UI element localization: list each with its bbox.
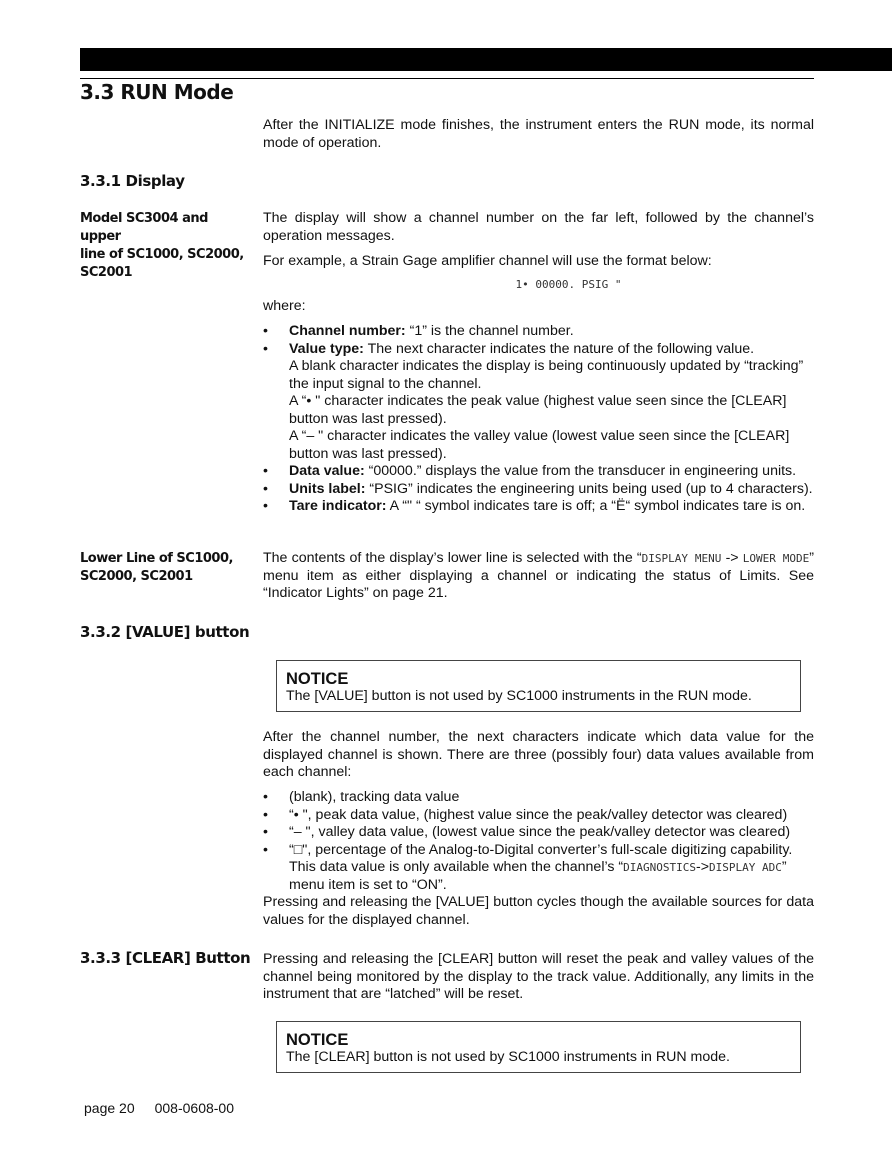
lower-line-paragraph: The contents of the display’s lower line is selected with the “DISPLAY MENU -> LOWER MODE” menu item as either displaying a channel or indicating the status of Limits. See “Indicator Lights” on page 21. <box>263 550 814 601</box>
display-paragraph: The display will show a channel number on the far left, followed by the channel’s operation messages. For example, a Strain Gage amplifier channel will use the format below: <box>263 210 814 269</box>
side-label-upper-line: Model SC3004 and upper line of SC1000, SC2000, SC2001 <box>80 211 244 280</box>
clear-notice-box <box>276 1021 801 1073</box>
list-item: • (blank), tracking data value <box>263 789 814 807</box>
value-button-heading: 3.3.2 [VALUE] button <box>80 623 250 641</box>
clear-button-heading: 3.3.3 [CLEAR] Button <box>80 949 251 967</box>
display-heading: 3.3.1 Display <box>80 172 185 190</box>
list-item: • “– ", valley data value, (lowest value since the peak/valley detector was cleared) <box>263 824 814 842</box>
side-label-lower-line: Lower Line of SC1000, SC2000, SC2001 <box>80 551 233 584</box>
notice-text: The [VALUE] button is not used by SC1000 instruments in the RUN mode. <box>286 688 752 704</box>
list-item: • Units label: “PSIG” indicates the engineering units being used (up to 4 characters). <box>263 481 814 499</box>
list-item: • “□", percentage of the Analog-to-Digital converter’s full-scale digitizing capability. This data value is only available when the channel’s “DIAGNOSTICS->DISPLAY ADC” menu item is set to “ON”. <box>263 842 814 895</box>
value-paragraph: After the channel number, the next characters indicate which data value for the displayed channel is shown. There are three (possibly four) data values available from each channel: <box>263 729 814 780</box>
notice-title: NOTICE <box>286 670 349 688</box>
clear-paragraph: Pressing and releasing the [CLEAR] button will reset the peak and valley values of the channel being monitored by the display to the track value. Additionally, any limits in the instrument that are “latched” will be reset. <box>263 951 814 1002</box>
list-item: • “• ", peak data value, (highest value since the peak/valley detector was cleared) <box>263 807 814 825</box>
section-heading: 3.3 RUN Mode <box>80 80 234 104</box>
header-bar <box>80 48 892 71</box>
where-label: where: <box>263 298 306 314</box>
list-item: • Tare indicator: A “" “ symbol indicates tare is off; a “Ë“ symbol indicates tare is on. <box>263 498 814 516</box>
intro-paragraph: After the INITIALIZE mode finishes, the instrument enters the RUN mode, its normal mode of operation. <box>263 117 814 151</box>
list-item: • Channel number: “1” is the channel number. <box>263 323 814 341</box>
page-footer <box>84 1100 254 1116</box>
page-number: page 20 <box>84 1100 135 1116</box>
notice-text: The [CLEAR] button is not used by SC1000 instruments in RUN mode. <box>286 1049 730 1065</box>
notice-title: NOTICE <box>286 1031 349 1049</box>
value-notice-box <box>276 660 801 712</box>
display-bullet-list <box>263 323 814 516</box>
document-number: 008-0608-00 <box>154 1100 235 1116</box>
list-item: • Value type: The next character indicates the nature of the following value. A blank character indicates the display is being continuously updated by “tracking” the input signal to the channel. A “• " character indicates the peak value (highest value seen since the [CLEAR] button was last pressed). A “– " character indicates the valley value (lowest value seen since the [CLEAR] button was last pressed). <box>263 341 814 464</box>
display-format-example: 1• 00000. PSIG " <box>515 278 622 291</box>
header-rule <box>80 78 814 79</box>
list-item: • Data value: “00000.” displays the value from the transducer in engineering units. <box>263 463 814 481</box>
value-cycle-paragraph: Pressing and releasing the [VALUE] button cycles though the available sources for data values for the displayed channel. <box>263 894 814 928</box>
value-bullet-list <box>263 789 814 894</box>
